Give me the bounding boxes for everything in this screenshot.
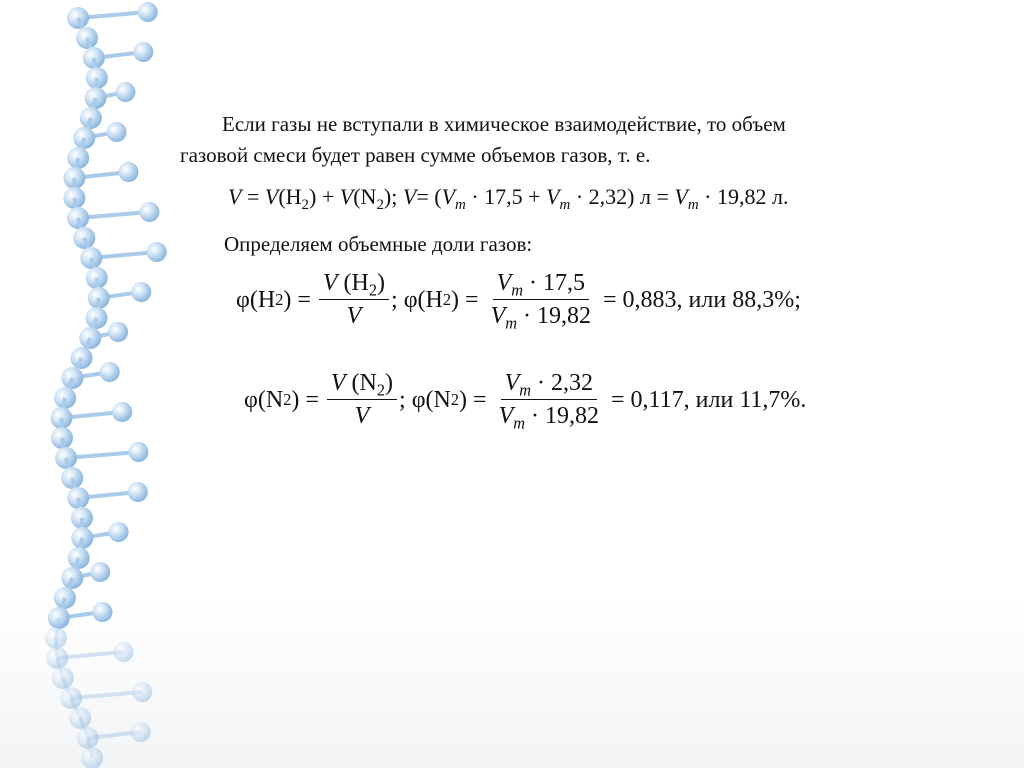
dna-atom [118, 162, 138, 182]
dna-atom [81, 747, 103, 768]
dna-atom [133, 42, 153, 62]
dna-atom [90, 562, 110, 582]
dna-atom [131, 282, 151, 302]
dna-atom [128, 482, 148, 502]
paragraph-line-2: газовой смеси будет равен сумме объемов газов, т. е. [180, 143, 651, 167]
dna-atom [100, 362, 120, 382]
dna-atom [139, 202, 159, 222]
fraction-v-h2-over-v: $\frac{V (H_2)}{V}$ [319, 270, 389, 330]
fraction-h2-numeric: $\frac{V_m \cdot 17,5}{V_m \cdot 19,82}$ [490, 270, 592, 333]
dna-atom [46, 647, 68, 669]
dna-atom [115, 82, 135, 102]
dna-atom [107, 122, 127, 142]
paragraph-line-1: Если газы не вступали в химическое взаимодействие, то объем [222, 112, 786, 136]
result-h2: = 0,883, или 88,3%; [597, 286, 801, 313]
fraction-n2-numeric: $\frac{V_m \cdot 2,32}{V_m \cdot 19,82}$ [498, 370, 600, 433]
equation-total-volume: $V = V(H_2) + V(N_2)$; $V= (V_m \cdot 17,5 + V_m \cdot 2,32) л = V_m \cdot 19,82$ л. [228, 184, 789, 214]
dna-atom [132, 682, 152, 702]
dna-decoration [0, 0, 220, 768]
dna-atom [112, 402, 132, 422]
dna-atom [114, 642, 134, 662]
dna-atom [147, 242, 167, 262]
heading-volume-fractions: Определяем объемные доли газов: [224, 232, 533, 256]
dna-atom [131, 722, 151, 742]
dna-atom [109, 522, 129, 542]
equation-n2-fraction: φ(N 2 ) = $\frac{V (N_2)}{V}$ ; φ(N 2 ) = $\frac{V_m \cdot 2,32}{V_m \cdot 19,82}$ = 0,117, или 11,7%. [244, 370, 807, 433]
equation-h2-fraction: φ(H 2 ) = $\frac{V (H_2)}{V}$ ; φ(H 2 ) = $\frac{V_m \cdot 17,5}{V_m \cdot 19,82}$ = 0,883, или 88,3%; [236, 270, 801, 333]
dna-atom [92, 602, 112, 622]
dna-atom [128, 442, 148, 462]
dna-atom [108, 322, 128, 342]
fraction-v-n2-over-v: $\frac{V (N_2)}{V}$ [327, 370, 397, 430]
result-n2: = 0,117, или 11,7%. [605, 386, 807, 413]
dna-atom [138, 2, 158, 22]
